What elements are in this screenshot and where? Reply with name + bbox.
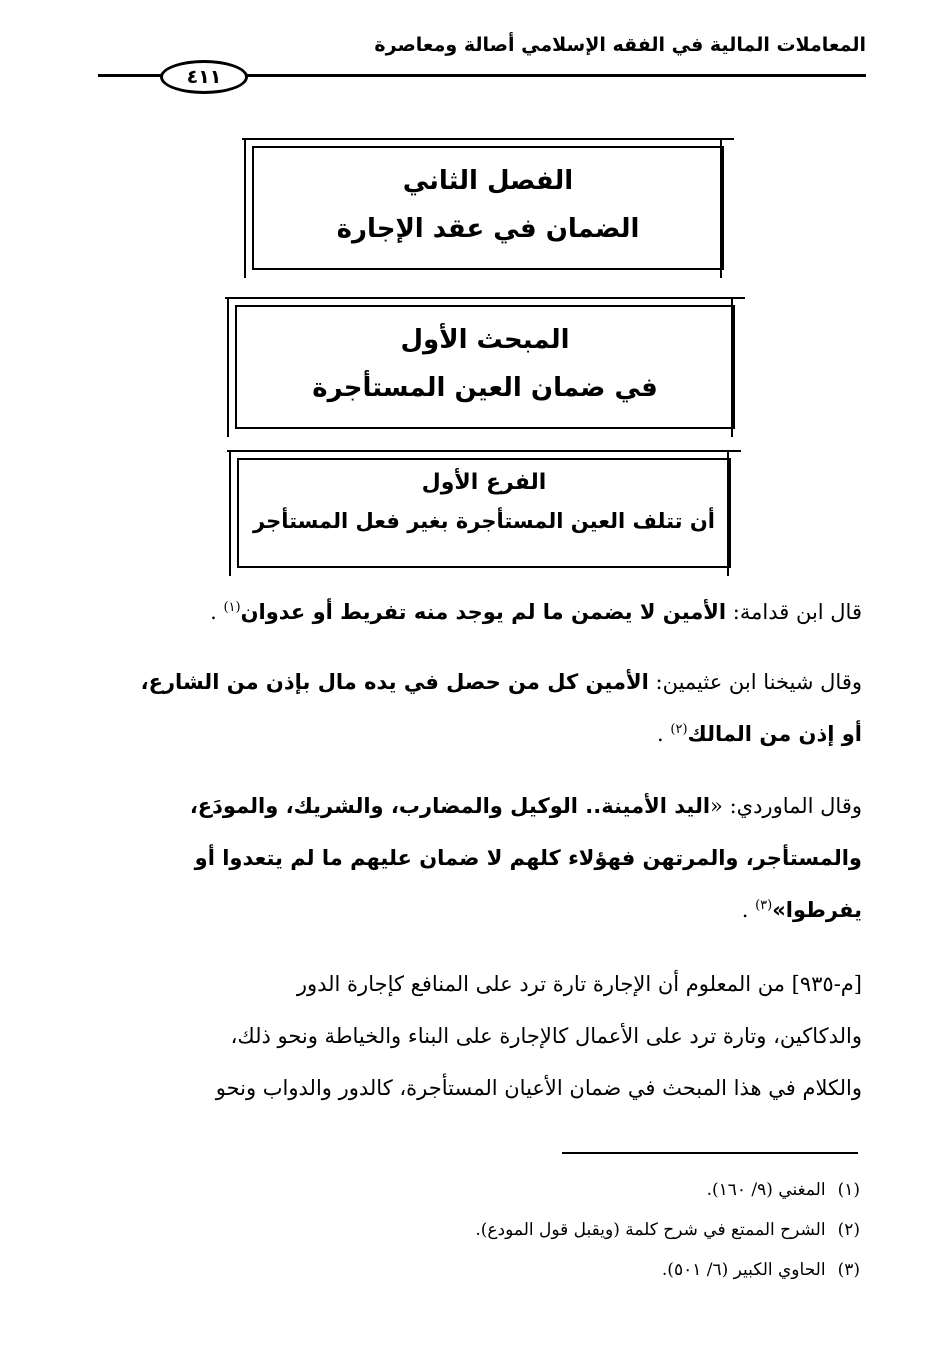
frame-ornament [227,297,235,437]
page-number: ٤١١ [160,60,248,94]
running-title: المعاملات المالية في الفقه الإسلامي أصالة ومعاصرة [374,34,866,56]
subsection-title: أن تتلف العين المستأجرة بغير فعل المستأجر [253,509,715,533]
chapter-title: الضمان في عقد الإجارة [336,214,640,244]
frame-ornament [229,450,237,576]
punctuation: . [741,898,756,922]
frame-ornament [244,138,252,278]
quote-text: الأمين كل من حصل في يده مال بإذن من الشارع، [140,670,649,694]
section-number: المبحث الأول [400,325,570,355]
footnote-number: (١) [837,1180,860,1200]
section-title-box [235,305,735,429]
footnote-number: (٢) [837,1220,860,1240]
footnote-item [120,1170,860,1210]
paragraph-ibn-uthaymin [70,656,862,760]
footnote-item [120,1250,860,1290]
text-line: [م-٩٣٥] من المعلوم أن الإجارة تارة ترد على المنافع كإجارة الدور [296,972,862,996]
frame-ornament [227,450,741,452]
quote-intro: وقال الماوردي: « [710,794,862,818]
footnote-ref[interactable]: (٢) [670,722,688,737]
footnote-item [120,1210,860,1250]
frame-ornament [727,450,735,576]
quote-intro: قال ابن قدامة: [726,600,862,624]
frame-ornament [242,138,734,140]
frame-ornament [720,138,728,278]
subsection-title-box [237,458,731,568]
footnote-text: المغني (٩/ ١٦٠). [706,1180,826,1200]
footnote-ref[interactable]: (٣) [755,898,773,913]
paragraph-main [70,958,862,1114]
footnote-text: الشرح الممتع في شرح كلمة (ويقبل قول المودع). [475,1220,826,1240]
text-line [70,884,862,936]
punctuation: . [210,600,224,624]
frame-ornament [225,297,745,299]
paragraph-ibn-qudamah [70,586,862,638]
chapter-title-box [252,146,724,270]
punctuation: . [657,722,671,746]
quote-text: والمستأجر، والمرتهن فهؤلاء كلهم لا ضمان عليهم ما لم يتعدوا أو [194,846,862,870]
quote-text: اليد الأمينة.. الوكيل والمضارب، والشريك، والمودَع، [189,794,711,818]
frame-ornament [731,297,739,437]
text-line [70,780,862,832]
text-line [70,586,862,638]
footnote-number: (٣) [837,1260,860,1280]
text-line [70,708,862,760]
text-line: والدكاكين، وتارة ترد على الأعمال كالإجارة على البناء والخياطة ونحو ذلك، [230,1024,862,1048]
footnote-text: الحاوي الكبير (٦/ ٥٠١). [661,1260,826,1280]
paragraph-mawardi [70,780,862,936]
quote-intro: وقال شيخنا ابن عثيمين: [648,670,862,694]
text-line [70,656,862,708]
text-line: والكلام في هذا المبحث في ضمان الأعيان المستأجرة، كالدور والدواب ونحو [215,1076,862,1100]
section-title: في ضمان العين المستأجرة [312,373,658,403]
footnotes [120,1170,860,1290]
footnote-separator [562,1152,858,1154]
chapter-number: الفصل الثاني [402,166,574,196]
subsection-number: الفرع الأول [421,470,547,495]
quote-text: الأمين لا يضمن ما لم يوجد منه تفريط أو عدوان [240,600,727,624]
footnote-ref[interactable]: (١) [223,600,241,615]
text-line [70,832,862,884]
quote-text: يفرطوا» [772,898,862,922]
quote-text: أو إذن من المالك [687,722,862,746]
